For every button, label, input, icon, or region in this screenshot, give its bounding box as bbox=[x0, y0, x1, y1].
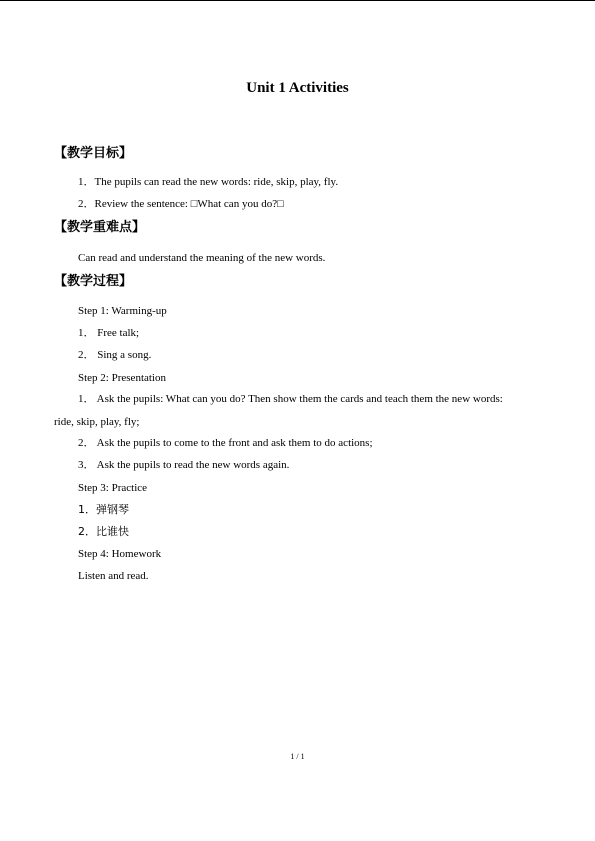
step-2-item-2: 2． Ask the pupils to come to the front and ask them to do actions; bbox=[78, 437, 373, 449]
page-title: Unit 1 Activities bbox=[246, 80, 349, 96]
objective-item-2: 2．Review the sentence: □What can you do?□ bbox=[78, 198, 284, 210]
step-2-item-1-line-2: ride, skip, play, fly; bbox=[54, 416, 140, 428]
key-points-text: Can read and understand the meaning of the new words. bbox=[78, 252, 326, 264]
step-4-title: Step 4: Homework bbox=[78, 548, 162, 560]
step-1-item-1: 1． Free talk; bbox=[78, 327, 140, 339]
step-1-title: Step 1: Warming-up bbox=[78, 305, 167, 317]
step-1-item-2: 2． Sing a song. bbox=[78, 349, 152, 361]
step-3-item-2: 2．比谁快 bbox=[78, 525, 129, 538]
step-2-item-1-line-1: 1． Ask the pupils: What can you do? Then show them the cards and teach them the new words: bbox=[78, 393, 503, 405]
section-heading-process: 【教学过程】 bbox=[54, 274, 133, 289]
step-3-item-1: 1．弹钢琴 bbox=[78, 503, 129, 516]
page-number: 1 / 1 bbox=[290, 752, 305, 761]
step-4-text: Listen and read. bbox=[78, 570, 149, 582]
header-rule bbox=[0, 0, 595, 1]
step-2-title: Step 2: Presentation bbox=[78, 372, 166, 384]
section-heading-objectives: 【教学目标】 bbox=[54, 146, 133, 161]
step-2-item-3: 3． Ask the pupils to read the new words again. bbox=[78, 459, 290, 471]
section-heading-key-points: 【教学重难点】 bbox=[54, 220, 146, 235]
step-3-title: Step 3: Practice bbox=[78, 482, 148, 494]
objective-item-1: 1．The pupils can read the new words: ride, skip, play, fly. bbox=[78, 176, 339, 188]
